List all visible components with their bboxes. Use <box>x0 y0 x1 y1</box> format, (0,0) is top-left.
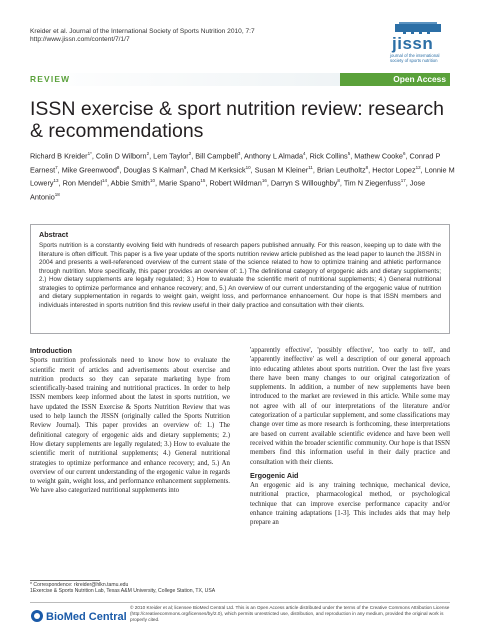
license-text: © 2010 Kreider et al; licensee BioMed Central Ltd. This is an Open Access article distributed under the terms of the Creative Commons Attribution License (http://creativecommons.org/licenses/by/2.0), which permits unrestricted use, distribution, and reproduction in any medium, provided the original work is properly cited. <box>130 605 450 622</box>
journal-logo-word: jissn <box>392 34 434 53</box>
citation-header <box>30 28 255 45</box>
biomed-central-wordmark: BioMed Central <box>46 611 127 623</box>
license-footer <box>30 605 450 627</box>
body-column-left <box>30 346 230 496</box>
introduction-text: Sports nutrition professionals need to know how to evaluate the scientific merit of articles and advertisements about exercise and nutrition products so they can separate marketing hype from scientifically-based training and nutritional practices. In order to help ISSN members keep informed about the latest in sports nutrition, we have updated the ISSN Exercise & Sports Nutrition Review that was used to help launch the JISSN (originally called the Sports Nutrition Review Journal). This paper provides an overview of: 1.) The definitional category of ergogenic aids and dietary supplements; 2.) How dietary supplements are legally regulated; 3.) How to evaluate the scientific merit of nutritional supplements; 4.) General nutritional strategies to optimize performance and enhance recovery; and, 5.) An overview of our current understanding of the ergogenic value in regards to weight gain, weight loss, and performance enhancement supplements. We have also categorized nutritional supplements into <box>30 357 230 495</box>
citation-url[interactable]: http://www.jissn.com/content/7/1/7 <box>30 36 130 44</box>
ergogenic-aid-text: An ergogenic aid is any training technique, mechanical device, nutritional practice, pharmacological method, or psychological technique that can improve exercise performance capacity and/or enhance training adaptations [1-3]. This includes aids that may help prepare an <box>250 482 450 527</box>
article-title: ISSN exercise & sport nutrition review: research & recommendations <box>30 98 444 142</box>
introduction-heading: Introduction <box>30 346 72 355</box>
footnote-divider <box>30 580 100 581</box>
open-access-label: Open Access <box>393 74 446 84</box>
affiliation: 1Exercise & Sports Nutrition Lab, Texas A&M University, College Station, TX, USA <box>30 588 216 595</box>
body-column-right <box>250 346 450 528</box>
abstract-box <box>30 224 450 334</box>
correspondence-footnote <box>30 582 230 595</box>
journal-logo-subtitle: journal of the international society of sports nutrition <box>390 53 440 63</box>
citation-line-1: Kreider et al. Journal of the International Society of Sports Nutrition 2010, 7:7 <box>30 28 255 35</box>
article-type-bar <box>30 73 450 86</box>
right-column-text: 'apparently effective', 'possibly effective', 'too early to tell', and 'apparently ineffective' as well a description of our general approach into educating athletes about sports nutrition. Over the last five years there have been many changes to our original categorization of supplements. In addition, a number of new supplements have been introduced to the market are reviewed in this article. While some may not agree with all of our interpretations of the literature and/or categorization of a particular supplement, and some classifications may change over time as more research is forthcoming, these interpretations are based on current available scientific evidence and have been well received within the broader scientific community. Our hope is that ISSN members find this information useful in their daily practice and consultation with their clients. <box>250 347 450 466</box>
article-type-label: REVIEW <box>30 74 71 84</box>
abstract-heading: Abstract <box>39 230 69 239</box>
author-list: Richard B Kreider$^{1*}$, Colin D Wilborn$^2$, Lem Taylor$^2$, Bill Campbell$^3$, Anthony L Almada$^4$, Rick Collins$^5$, Mathew Cooke$^6$, Conrad P Earnest$^7$, Mike Greenwood$^8$, Douglas S Kalman$^9$, Chad M Kerksick$^{10}$, Susan M Kleiner$^{11}$, Brian Leutholtz$^8$, Hector Lopez$^{12}$, Lonnie M Lowery$^{13}$, Ron Mendel$^{14}$, Abbie Smith$^{10}$, Marie Spano$^{15}$, Robert Wildman$^{16}$, Darryn S Willoughby$^8$, Tim N Ziegenfuss$^{17}$, Jose Antonio$^{18}$ <box>30 151 455 202</box>
correspondence-email[interactable]: * Correspondence: rkreider@hlkn.tamu.edu <box>30 582 129 588</box>
footer-divider <box>30 602 450 603</box>
biomed-central-logo-icon <box>30 607 127 625</box>
ergogenic-aid-heading: Ergogenic Aid <box>250 470 299 480</box>
abstract-text: Sports nutrition is a constantly evolving field with hundreds of research papers published annually. For this reason, keeping up to date with the literature is often difficult. This paper is a five year update of the sports nutrition review article published as the lead paper to launch the JISSN in 2004 and presents a well-referenced overview of the current state of the science related to how to optimize training and athletic performance through nutrition. More specifically, this paper provides an overview of: 1.) The definitional category of ergogenic aids and dietary supplements; 2.) How dietary supplements are legally regulated; 3.) How to evaluate the scientific merit of nutritional supplements; 4.) General nutritional strategies to optimize performance and enhance recovery; and, 5.) An overview of our current understanding of the ergogenic value of nutrition and dietary supplementation in regards to weight gain, weight loss, and performance enhancement. Our hope is that ISSN members and individuals interested in sports nutrition find this review useful in their daily practice and consultation with their clients. <box>39 242 441 309</box>
